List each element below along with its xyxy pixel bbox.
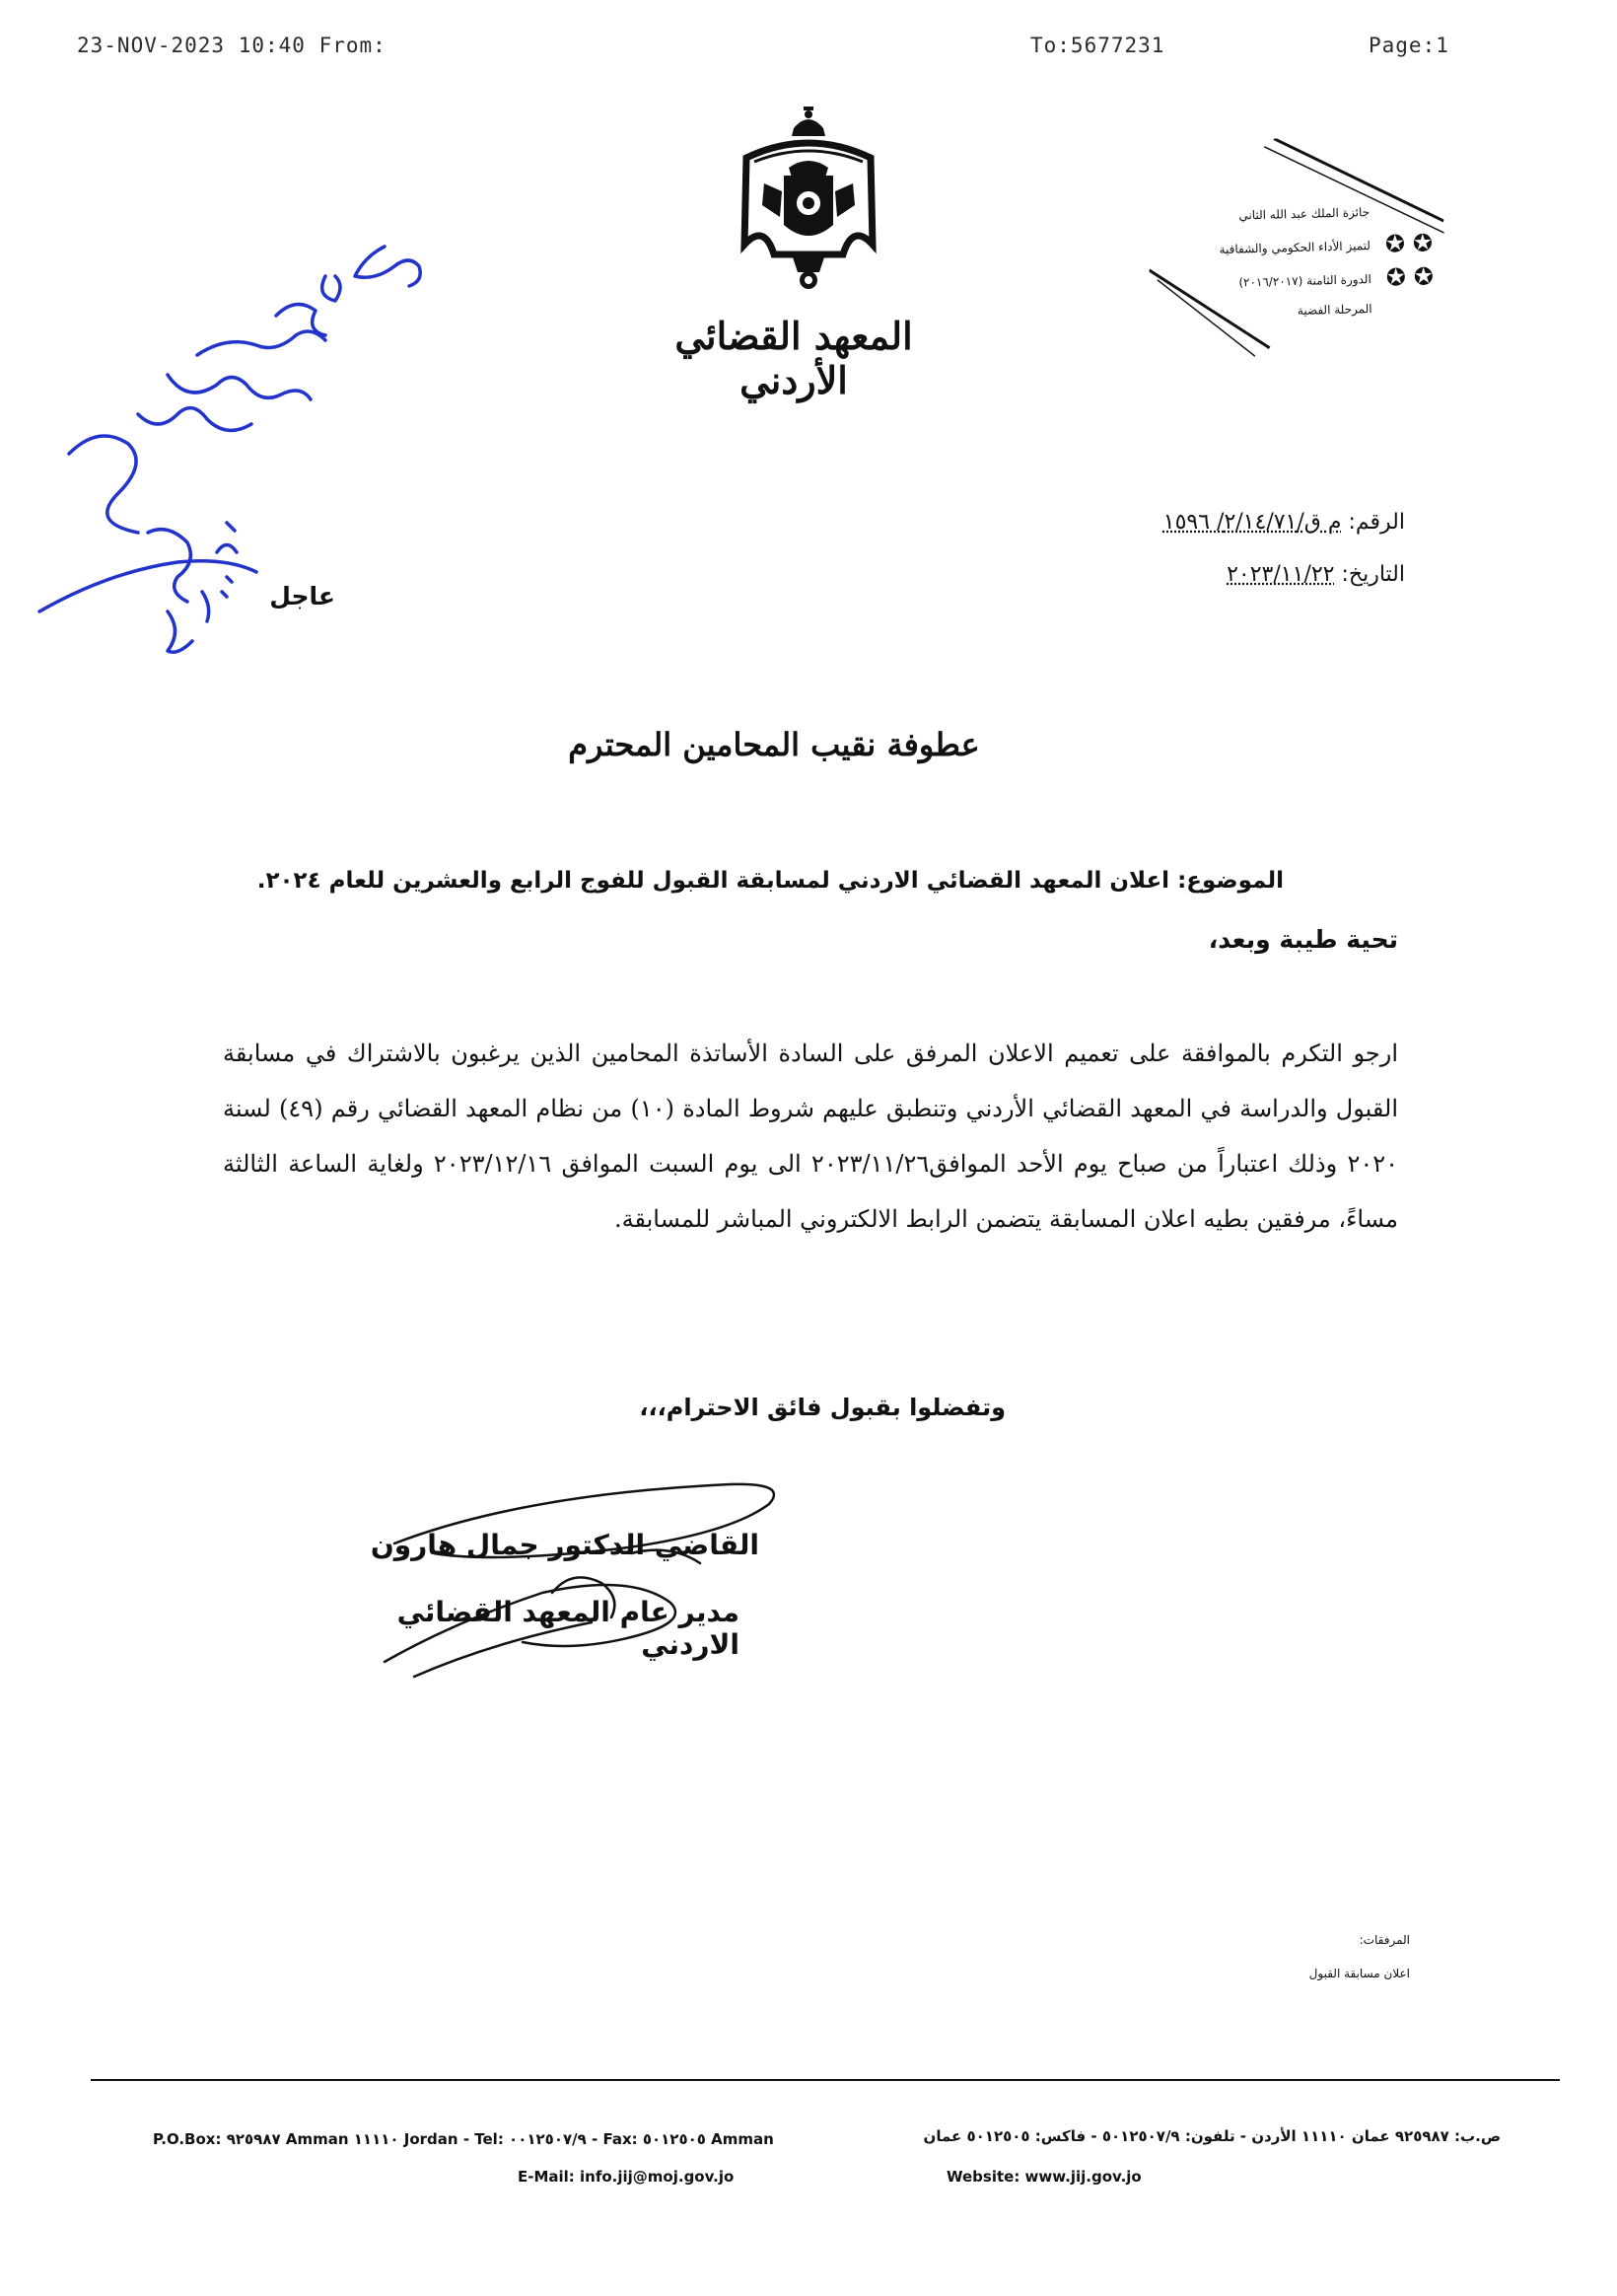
closing-phrase: وتفضلوا بقبول فائق الاحترام،،، (639, 1394, 1006, 1421)
award-line-4: المرحلة الفضية (1297, 302, 1372, 318)
attachment-item: اعلان مسابقة القبول (1308, 1967, 1410, 1980)
award-stamp (1149, 138, 1444, 360)
reference-date (1227, 562, 1405, 587)
salutation: عطوفة نقيب المحامين المحترم (568, 726, 980, 763)
handwritten-signature (375, 1474, 789, 1691)
footer-email: E-Mail: info.jij@moj.gov.jo (518, 2168, 735, 2186)
attachments-heading: المرفقات: (1359, 1933, 1410, 1947)
signatory-name: القاضي الدكتور جمال هارون (370, 1529, 759, 1561)
award-star-icon: ✪ (1384, 230, 1406, 258)
reference-number-label: الرقم: (1348, 510, 1405, 535)
handwritten-annotation (30, 237, 463, 690)
greeting: تحية طيبة وبعد، (1208, 925, 1398, 954)
urgent-label: عاجل (269, 582, 335, 610)
institution-name: المعهد القضائي الأردني (674, 314, 913, 402)
reference-date-value: ٢٠٢٣/١١/٢٢ (1227, 562, 1335, 587)
letter-body: ارجو التكرم بالموافقة على تعميم الاعلان المرفق على السادة الأساتذة المحامين الذين يرغبون بالاشتراك في مسابقة القبول والدراسة في المعهد القضائي الأردني وتنطبق عليهم شروط المادة (١٠) من نظام المعهد القضائي رقم (٤٩) لسنة ٢٠٢٠ وذلك اعتباراً من صباح يوم الأحد الموافق٢٠٢٣/١١/٢٦ الى يوم السبت الموافق ٢٠٢٣/١٢/١٦ ولغاية الساعة الثالثة مساءً، مرفقين بطيه اعلان المسابقة يتضمن الرابط الالكتروني المباشر للمسابقة. (223, 1040, 1399, 1233)
reference-number (1163, 510, 1405, 535)
signatory-title: مدير عام المعهد القضائي الاردني (396, 1596, 739, 1661)
footer-contact-english: P.O.Box: ٩٢٥٩٨٧ Amman ١١١١٠ Jordan - Tel: ٠٠١٢٥٠٧/٩ - Fax: ٥٠١٢٥٠٥ Amman (153, 2130, 774, 2148)
coat-of-arms-emblem (735, 107, 882, 294)
award-line-3: الدورة الثامنة (٢٠١٦/٢٠١٧) (1238, 272, 1372, 290)
fax-header-page: Page:1 (1369, 34, 1449, 57)
award-star-icon: ✪ (1413, 262, 1435, 291)
reference-number-value: م ق/٢/١٤/٧١/ ١٥٩٦ (1162, 510, 1342, 535)
fax-header-datetime: 23-NOV-2023 10:40 From: (77, 34, 387, 57)
fax-header-recipient: To:5677231 (1030, 34, 1165, 57)
footer-divider (91, 2079, 1560, 2081)
award-line-1: جائزة الملك عبد الله الثاني (1238, 205, 1371, 223)
subject-line: الموضوع: اعلان المعهد القضائي الاردني لمسابقة القبول للفوج الرابع والعشرين للعام ٢٠٢٤. (256, 868, 1284, 894)
footer-contact-arabic: ص.ب: ٩٢٥٩٨٧ عمان ١١١١٠ الأردن - تلفون: ٥٠١٢٥٠٧/٩ - فاكس: ٥٠١٢٥٠٥ عمان (923, 2127, 1501, 2145)
award-star-icon: ✪ (1412, 229, 1434, 257)
award-line-2: لتميز الأداء الحكومي والشفافية (1219, 239, 1371, 257)
award-star-icon: ✪ (1385, 263, 1407, 292)
footer-website: Website: www.jij.gov.jo (947, 2168, 1142, 2186)
reference-date-label: التاريخ: (1341, 562, 1405, 587)
